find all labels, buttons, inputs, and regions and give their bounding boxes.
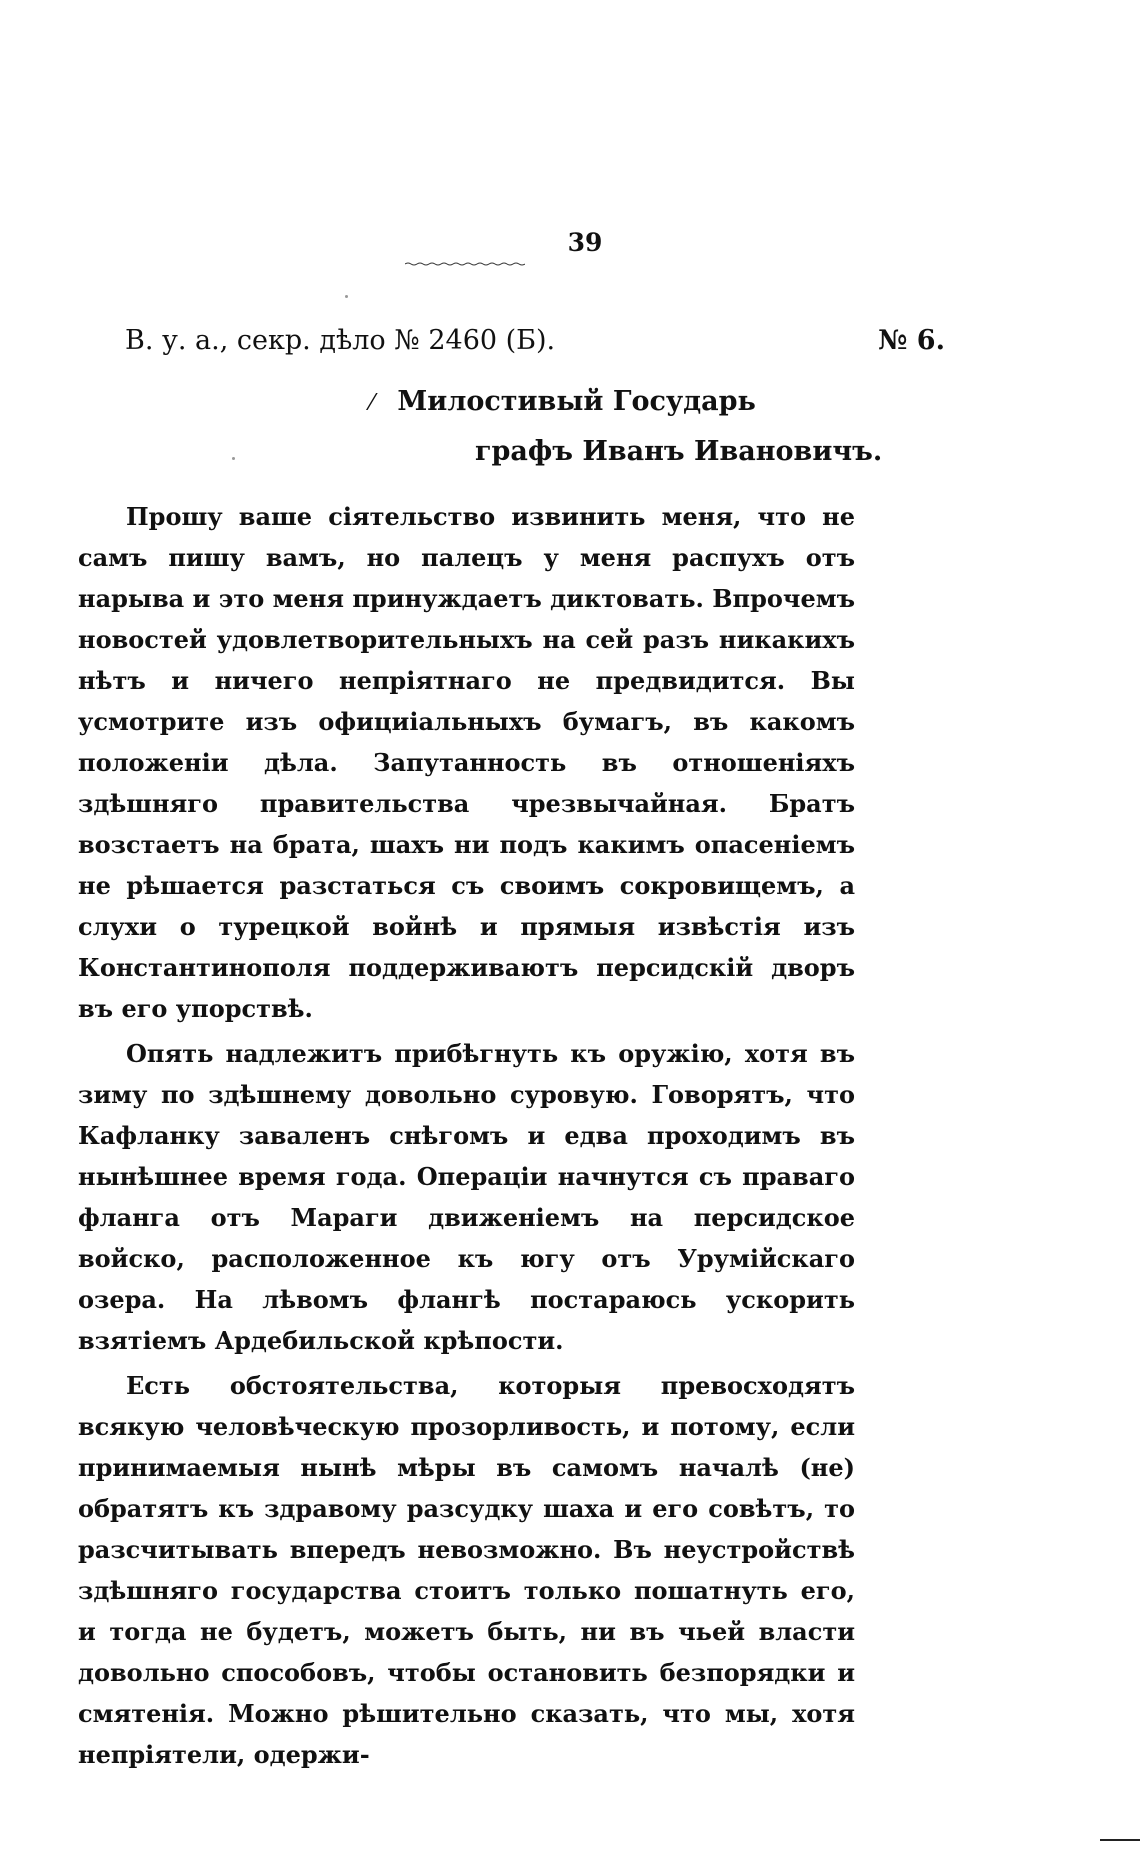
paragraph: Опять надлежитъ прибѣгнуть къ оружію, хотя въ зиму по здѣшнему довольно суровую. Говорятъ, что Кафланку заваленъ снѣгомъ и едва проходимъ въ нынѣшнее время года. Операціи начнутся съ праваго фланга отъ Мараги движеніемъ на персидское войско, расположенное къ югу отъ Урумійскаго озера. На лѣвомъ флангѣ постараюсь ускорить взятіемъ Ардебильской крѣпости.	[78, 1039, 855, 1355]
salutation-line-2: графъ Иванъ Ивановичъ.	[475, 436, 883, 467]
scan-edge-mark	[1100, 1839, 1140, 1841]
archive-reference: В. у. а., секр. дѣло № 2460 (Б).	[125, 325, 556, 356]
letter-body	[78, 496, 855, 1779]
paragraph: Прошу ваше сіятельство извинить меня, что не самъ пишу вамъ, но палецъ у меня распухъ отъ нарыва и это меня принуждаетъ диктовать. Впрочемъ новостей удовлетворительныхъ на сей разъ никакихъ нѣтъ и ничего непріятнаго не предвидится. Вы усмотрите изъ официіальныхъ бумагъ, въ какомъ положеніи дѣла. Запутанность въ отношеніяхъ здѣшняго правительства чрезвычайная. Братъ возстаетъ на брата, шахъ ни подъ какимъ опасеніемъ не рѣшается разстаться съ своимъ сокровищемъ, а слухи о турецкой войнѣ и прямыя извѣстія изъ Константинополя поддерживаютъ персидскій дворъ въ его упорствѣ.	[78, 502, 855, 1023]
document-number: № 6.	[878, 325, 945, 356]
page-number-underline	[405, 262, 525, 266]
page-number: 39	[567, 228, 603, 257]
scan-speck	[232, 457, 235, 460]
scan-speck	[345, 295, 348, 298]
slash-mark-icon: ⁄	[370, 391, 374, 416]
paragraph: Есть обстоятельства, которыя превосходятъ всякую человѣческую прозорливость, и потому, если принимаемыя нынѣ мѣры въ самомъ началѣ (не) обратятъ къ здравому разсудку шаха и его совѣтъ, то разсчитывать впередъ невозможно. Въ неустройствѣ здѣшняго государства стоитъ только пошатнуть его, и тогда не будетъ, можетъ быть, ни въ чьей власти довольно способовъ, чтобы остановить безпорядки и смятенія. Можно рѣшительно сказать, что мы, хотя непріятели, одержи-	[78, 1371, 855, 1769]
salutation-line-1: ⁄ Милостивый Государь	[370, 386, 756, 417]
